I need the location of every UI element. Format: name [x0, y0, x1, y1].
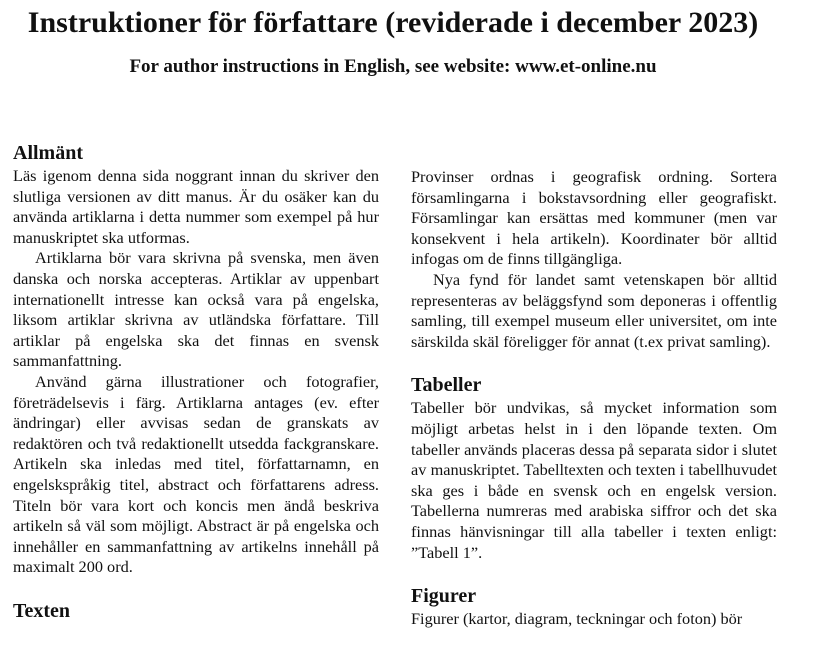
paragraph-tabeller: Tabeller bör undvikas, så mycket information som möjligt arbetas helst in i den löpande texten. Om tabeller används placeras dessa på separata sidor i slutet av manuskriptet. Tabelltexten och texten i tabellhuvudet ska ges i både en svensk och en engelsk version. Tabellerna numreras med arabiska siffror och det ska finnas hänvisningar till alla tabeller i texten enligt: ”Tabell 1”.: [411, 398, 777, 562]
page-title: Instruktioner för författare (reviderade i december 2023): [27, 6, 759, 39]
section-heading-figurer: Figurer: [411, 585, 477, 608]
paragraph-allmant-1: Läs igenom denna sida noggrant innan du skriver den slutliga versionen av ditt manus. Är du osäker kan du använda artiklarna i detta nummer som exempel på hur manuskriptet ska utformas.: [13, 166, 379, 247]
left-column: [13, 140, 379, 624]
paragraph-provinser: Provinser ordnas i geografisk ordning. Sortera församlingarna i bokstavsordning eller geografiskt. Församlingar kan ersättas med kommuner (men var konsekvent i hela artikeln). Koordinater bör alltid infogas om de finns tillgängliga.: [411, 167, 777, 269]
page-subtitle: For author instructions in English, see website: www.et-online.nu: [129, 56, 657, 77]
paragraph-allmant-3: Använd gärna illustrationer och fotografier, företrädelsevis i färg. Artiklarna antages (ev. efter ändringar) eller avvisas sedan de granskats av redaktören och två redaktionellt utsedda fackgranskare. Artikeln ska inledas med titel, författarnamn, en engelskspråkig titel, abstract och författarens adress. Titeln bör vara kort och koncis men ändå beskriva artikeln så väl som möjligt. Abstract är på engelska och innehåller en sammanfattning av artikelns innehåll på maximalt 200 ord.: [13, 371, 379, 577]
paragraph-fynd: Nya fynd för landet samt vetenskapen bör alltid representeras av beläggsfynd som deponeras i offentlig samling, till exempel museum eller universitet, om inte särskilda skäl föreligger för annat (t.ex privat samling).: [411, 269, 777, 351]
paragraph-allmant-2: Artiklarna bör vara skrivna på svenska, men även danska och norska accepteras. Artiklar av uppenbart internationellt intresse kan också vara på engelska, liksom artiklar skrivna av utländska författare. Till artiklar på engelska ska det finnas en svensk sammanfattning.: [13, 248, 379, 371]
right-column: [411, 167, 777, 630]
section-heading-texten: Texten: [13, 599, 71, 622]
paragraph-figurer: Figurer (kartor, diagram, teckningar och foton) bör: [411, 609, 743, 629]
section-heading-allmant: Allmänt: [13, 142, 83, 164]
section-heading-tabeller: Tabeller: [411, 374, 482, 397]
